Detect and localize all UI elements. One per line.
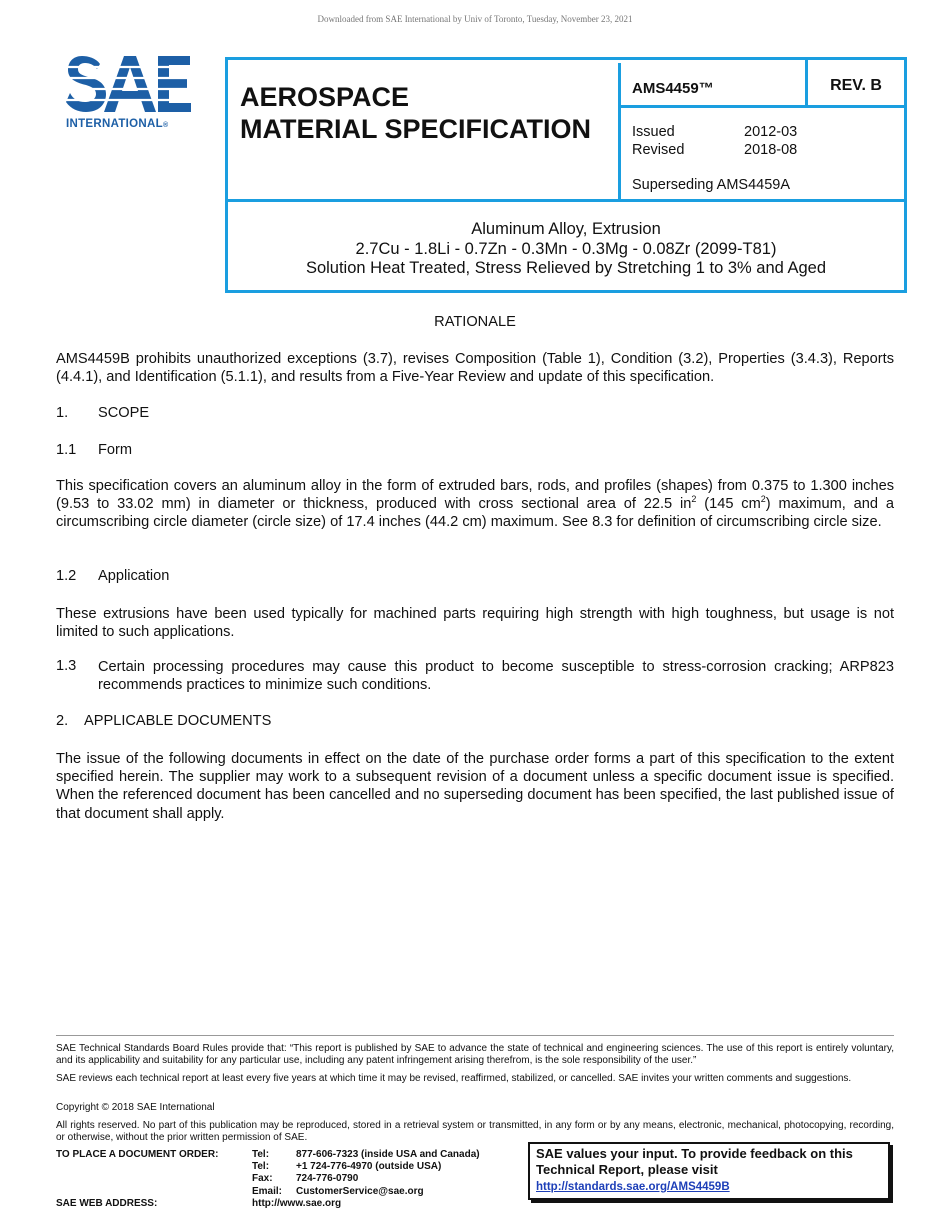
subject-line-2: 2.7Cu - 1.8Li - 0.7Zn - 0.3Mn - 0.3Mg - 0.08Zr (2099-T81) [355,239,777,258]
email-label: Email: [252,1185,283,1197]
feedback-box [528,1142,890,1200]
section-1-heading [56,405,149,421]
section-1-2-text: These extrusions have been used typically for machined parts requiring high strength with high toughness, but usage is not limited to such applications. [56,606,894,641]
fax-label: Fax: [252,1173,273,1185]
section-2-heading [56,713,271,729]
issued-label: Issued [632,124,675,140]
title-line-1: AEROSPACE [240,82,410,112]
spec-header-box [225,57,907,293]
section-1-1-text: This specification covers an aluminum alloy in the form of extruded bars, rods, and profiles (shapes) from 0.375 to 1.300 inches (9.53 to 33.02 mm) in diameter or thickness, produced with cross sectional area of 22.5 $in^2$ (145 $cm^2$) maximum, and a circumscribing circle diameter (circle size) of 17.4 inches (44.2 cm) maximum. See 8.3 for definition of circumscribing circle size. [56,478,894,531]
header-divider [228,199,904,202]
doc-number: AMS4459™ [621,60,808,108]
revision-label: REV. B [808,60,904,108]
header-meta [621,60,904,201]
section-number: 1.1 [56,442,77,458]
subject-line-3: Solution Heat Treated, Stress Relieved by Stretching 1 to 3% and Aged [305,259,827,277]
section-1-2-heading [56,568,169,584]
tel-label: Tel: [252,1149,270,1160]
title-line-2: MATERIAL SPECIFICATION [240,114,591,144]
download-watermark: Downloaded from SAE International by Univ of Toronto, Tuesday, November 23, 2021 [317,14,633,24]
title-cell [231,63,621,201]
sae-logo-mark [66,54,192,116]
section-number: 1.3 [56,658,77,674]
copyright-text: Copyright © 2018 SAE International [56,1102,215,1113]
web-label: SAE WEB ADDRESS: [56,1197,158,1209]
section-title: SCOPE [98,405,150,421]
tel-label: Tel: [252,1161,270,1173]
order-info [56,1149,480,1210]
rationale-text: AMS4459B prohibits unauthorized exceptions (3.7), revises Composition (Table 1), Condition (3.2), Properties (3.4.3), Reports (4.4.1), and Identification (5.1.1), and results from a Five-Year Review and update of this specification. [56,351,894,386]
section-number: 1.2 [56,568,77,584]
rights-text: All rights reserved. No part of this publication may be reproduced, stored in a retrieval system or transmitted, in any form or by any means, electronic, mechanical, photocopying, recording, or otherwise, without the prior written permission of SAE. [56,1120,894,1144]
section-1-3 [56,658,894,694]
section-number: 1. [56,405,69,421]
section-title: APPLICABLE DOCUMENTS [84,713,272,729]
email-address: CustomerService@sae.org [296,1185,424,1197]
board-rules-text: SAE Technical Standards Board Rules provide that: “This report is published by SAE to advance the state of technical and engineering sciences. The use of this report is entirely voluntary, and its applicability and suitability for any particular use, including any patent infringement arising therefrom, is the sole responsibility of the user.” [56,1043,894,1067]
date-block [632,123,797,159]
section-1-3-text: Certain processing procedures may cause this product to become susceptible to stress-corrosion cracking; ARP823 recommends practices to minimize such conditions. [98,659,894,694]
phone-inside-usa: 877-606-7323 (inside USA and Canada) [296,1149,480,1160]
order-label: TO PLACE A DOCUMENT ORDER: [56,1149,219,1160]
subject-line-1: Aluminum Alloy, Extrusion [471,220,661,238]
phone-outside-usa: +1 724-776-4970 (outside USA) [296,1161,442,1173]
feedback-link[interactable]: http://standards.sae.org/AMS4459B [536,1181,730,1193]
issued-date: 2012-03 [744,124,798,140]
review-text: SAE reviews each technical report at least every five years at which time it may be revised, reaffirmed, stabilized, or cancelled. SAE invites your written comments and suggestions. [56,1073,852,1084]
spec-subject [228,220,904,279]
fax-number: 724-776-0790 [296,1173,359,1185]
feedback-text: SAE values your input. To provide feedback on this Technical Report, please visit [536,1146,853,1177]
section-2-text: The issue of the following documents in effect on the date of the purchase order forms a part of this specification to the extent specified herein. The supplier may work to a subsequent revision of a document unless a specific document issue is specified. When the referenced document has been cancelled and no superseding document has been specified, the last published issue of that document shall apply. [56,751,894,822]
web-address: http://www.sae.org [252,1197,342,1209]
section-1-1-heading [56,442,132,458]
sae-logo [66,54,192,134]
spec-title [240,81,591,145]
section-title: Application [98,568,170,584]
logo-subtitle: INTERNATIONAL® [66,118,169,130]
superseding-note: Superseding AMS4459A [632,177,790,193]
section-number: 2. [56,713,69,729]
footer-divider [56,1035,894,1036]
revised-label: Revised [632,142,685,158]
section-title: Form [98,442,133,458]
rationale-heading: RATIONALE [434,314,516,330]
revised-date: 2018-08 [744,142,798,158]
